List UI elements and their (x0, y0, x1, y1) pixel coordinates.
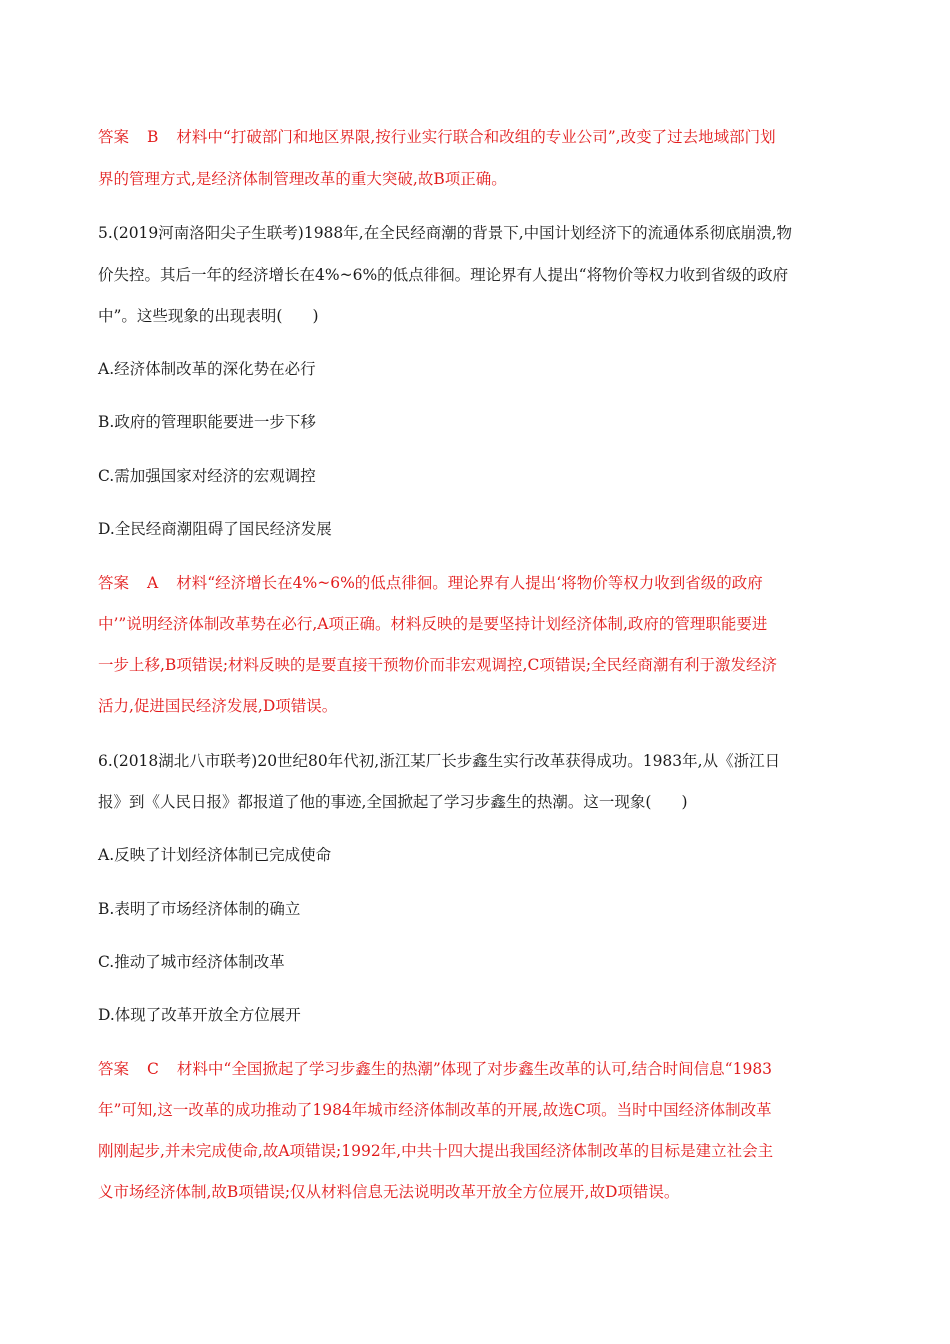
answer-letter: C (147, 1060, 159, 1078)
answer-letter: A (147, 574, 159, 592)
answer-4-line-2: 界的管理方式,是经济体制管理改革的重大突破,故B项正确。 (98, 170, 507, 188)
answer-blank-close: ) (312, 307, 319, 325)
question-5-stem-line-2: 价失控。其后一年的经济增长在4%~6%的低点徘徊。理论界有人提出“将物价等权力收到省级的政府 (98, 266, 789, 284)
question-6-option-c: C.推动了城市经济体制改革 (98, 953, 285, 971)
question-6-stem-line-2 (98, 791, 858, 813)
answer-5-line-3: 一步上移,B项错误;材料反映的是要直接干预物价而非宏观调控,C项错误;全民经商潮有利于激发经济 (98, 656, 778, 674)
answer-text: 材料中“全国掀起了学习步鑫生的热潮”体现了对步鑫生改革的认可,结合时间信息“1983 (176, 1060, 773, 1078)
answer-6-line-4: 义市场经济体制,故B项错误;仅从材料信息无法说明改革开放全方位展开,故D项错误。 (98, 1183, 680, 1201)
answer-letter: B (147, 128, 159, 146)
answer-6-line-2: 年”可知,这一改革的成功推动了1984年城市经济体制改革的开展,故选C项。当时中国经济体制改革 (98, 1101, 772, 1119)
question-5-option-d: D.全民经商潮阻碍了国民经济发展 (98, 520, 332, 538)
answer-5-line-2: 中’”说明经济体制改革势在必行,A项正确。材料反映的是要坚持计划经济体制,政府的管理职能要进 (98, 615, 768, 633)
question-6-option-b: B.表明了市场经济体制的确立 (98, 900, 301, 918)
answer-label: 答案 (98, 128, 130, 146)
answer-5-line-1 (98, 572, 858, 594)
answer-4-line-1 (98, 126, 858, 148)
question-6-option-d: D.体现了改革开放全方位展开 (98, 1006, 301, 1024)
answer-blank-close: ) (681, 793, 688, 811)
answer-text: 材料“经济增长在4%~6%的低点徘徊。理论界有人提出‘将物价等权力收到省级的政府 (176, 574, 763, 592)
answer-5-line-4: 活力,促进国民经济发展,D项错误。 (98, 697, 338, 715)
question-5-stem-line-3 (98, 305, 858, 327)
question-stem-text: 报》到《人民日报》都报道了他的事迹,全国掀起了学习步鑫生的热潮。这一现象( (98, 793, 652, 811)
question-5-option-a: A.经济体制改革的深化势在必行 (98, 360, 316, 378)
question-stem-text: 中”。这些现象的出现表明( (98, 307, 283, 325)
answer-label: 答案 (98, 574, 130, 592)
question-6-stem-line-1: 6.(2018湖北八市联考)20世纪80年代初,浙江某厂长步鑫生实行改革获得成功。1983年,从《浙江日 (98, 752, 781, 770)
question-5-option-b: B.政府的管理职能要进一步下移 (98, 413, 316, 431)
answer-6-line-3: 刚刚起步,并未完成使命,故A项错误;1992年,中共十四大提出我国经济体制改革的目标是建立社会主 (98, 1142, 774, 1160)
question-5-option-c: C.需加强国家对经济的宏观调控 (98, 467, 316, 485)
question-6-option-a: A.反映了计划经济体制已完成使命 (98, 846, 332, 864)
answer-text: 材料中“打破部门和地区界限,按行业实行联合和改组的专业公司”,改变了过去地域部门划 (176, 128, 776, 146)
question-5-stem-line-1: 5.(2019河南洛阳尖子生联考)1988年,在全民经商潮的背景下,中国计划经济下的流通体系彻底崩溃,物 (98, 224, 793, 242)
answer-label: 答案 (98, 1060, 130, 1078)
answer-6-line-1 (98, 1058, 858, 1080)
